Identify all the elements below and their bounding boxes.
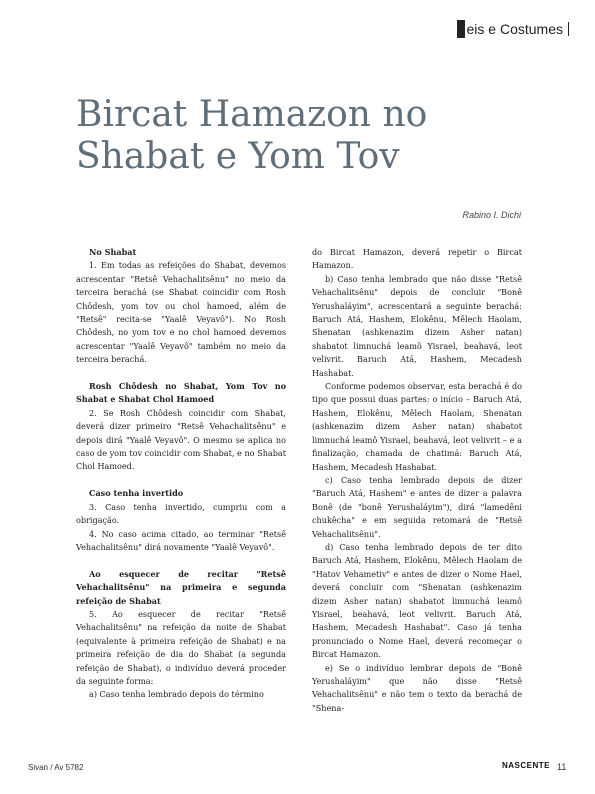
paragraph: 5. Ao esquecer de recitar "Retsê Vehachalitsênu" na refeição da noite de Shabat (equivalente à primeira refeição de Shabat) e na primeira refeição de dia do Shabat (a segunda refeição de Shabat), o indivíduo deverá proceder da seguinte forma: — [76, 608, 286, 686]
section-heading: Caso tenha invertido — [89, 488, 184, 499]
section-heading: Ao esquecer de recitar "Retsê Vehachalitsênu" na primeira e segunda refeição de Shabat — [76, 568, 286, 606]
article-title-line-2: Shabat e Yom Tov — [76, 136, 400, 177]
paragraph: 4. No caso acima citado, ao terminar "Retsê Vehachalitsênu" dirá novamente "Yaalê Veyavô". — [76, 528, 286, 552]
paragraph: c) Caso tenha lembrado depois de dizer "Baruch Atá, Hashem" e antes de dizer a palavra Bonê (de "bonê Yerushaláyim"), dirá "lamedêni chukêcha" e em seguida retomará de "Retsê Vehachalitsênu". — [312, 474, 522, 539]
paragraph: e) Se o indivíduo lembrar depois de "Bonê Yerushaláyim" que não disse "Retsê Vehachalitsênu" e não tem o texto da berachá de "Shena- — [312, 662, 522, 713]
footer-issue: Sivan / Av 5782 — [28, 763, 84, 772]
paragraph: 2. Se Rosh Chôdesh coincidir com Shabat, deverá dizer primeiro "Retsê Vehachalitsênu" e depois dirá "Yaalê Veyavô". O mesmo se aplica no caso de yom tov coincidir com Shabat, e no Shabat Chol Hamoed. — [76, 407, 286, 472]
page-number: 11 — [557, 762, 567, 772]
paragraph: b) Caso tenha lembrado que não disse "Retsê Vehachalitsênu" depois de concluir "Bonê Yerushaláyim", acrescentará a seguinte berachá: Baruch Atá, Hashem, Elokênu, Mêlech Haolam, Shenatan (ashkenazim dizem Asher natan) shabatot limnuchá leamô Yisrael, beahavá, leot velivrit. Baruch Atá, Hashem, Mecadesh Hashabat. — [312, 273, 522, 378]
footer-logo: NASCENTE — [502, 761, 551, 770]
article-title-line-1: Bircat Hamazon no — [76, 94, 428, 135]
section-tag-divider — [568, 22, 569, 36]
article-author: Rabino I. Dichi — [462, 210, 521, 220]
paragraph: 1. Em todas as refeições do Shabat, devemos acrescentar "Retsê Vehachalitsênu" no meio da terceira berachá (se Shabat coincidir com Rosh Chôdesh, yom tov ou chol hamoed, além de "Retsê" recita-se "Yaalê Veyavô"). No Rosh Chôdesh, no yom tov e no chol hamoed devemos acrescentar "Yaalê Veyavô" também no meio da terceira berachá. — [76, 260, 286, 365]
paragraph: Conforme podemos observar, esta berachá é do tipo que possui duas partes: o início – Baruch Atá, Hashem, Elokênu, Mêlech Haolam, Shenatan (ashkenazim dizem Asher natan) shabatot limnuchá leamô Yisrael, beahavá, leot velivrit – e a finalização, chamada de chatimá: Baruch Atá, Hashem, Mecadesh Hashabat. — [312, 381, 522, 472]
paragraph: 3. Caso tenha invertido, cumpriu com a obrigação. — [76, 501, 286, 526]
paragraph: a) Caso tenha lembrado depois do término — [89, 689, 264, 700]
article-title — [76, 94, 427, 178]
left-column — [76, 246, 286, 702]
section-heading: No Shabat — [89, 247, 137, 257]
section-tag-label: eis e Costumes — [466, 21, 563, 37]
section-tag — [457, 20, 569, 38]
paragraph: do Bircat Hamazon, deverá repetir o Bircat Hamazon. — [312, 247, 522, 271]
section-tag-block-icon — [457, 20, 465, 38]
paragraph: d) Caso tenha lembrado depois de ter dito Baruch Atá, Hashem, Elokênu, Mêlech Haolam de "Hatov Vehametiv" e antes de dizer o Nome Hael, deverá concluir com "Shenatan (ashkenazim dizem Asher natan) shabatot limnuchá leamô Yisrael, beahavá, leot velivrit. Baruch Atá, Hashem, Mecadesh Hashabat". Caso já tenha pronunciado o Nome Hael, deverá recomeçar o Bircat Hamazon. — [312, 541, 522, 660]
section-heading: Rosh Chôdesh no Shabat, Yom Tov no Shabat e Shabat Chol Hamoed — [76, 381, 286, 405]
right-column — [312, 246, 522, 715]
